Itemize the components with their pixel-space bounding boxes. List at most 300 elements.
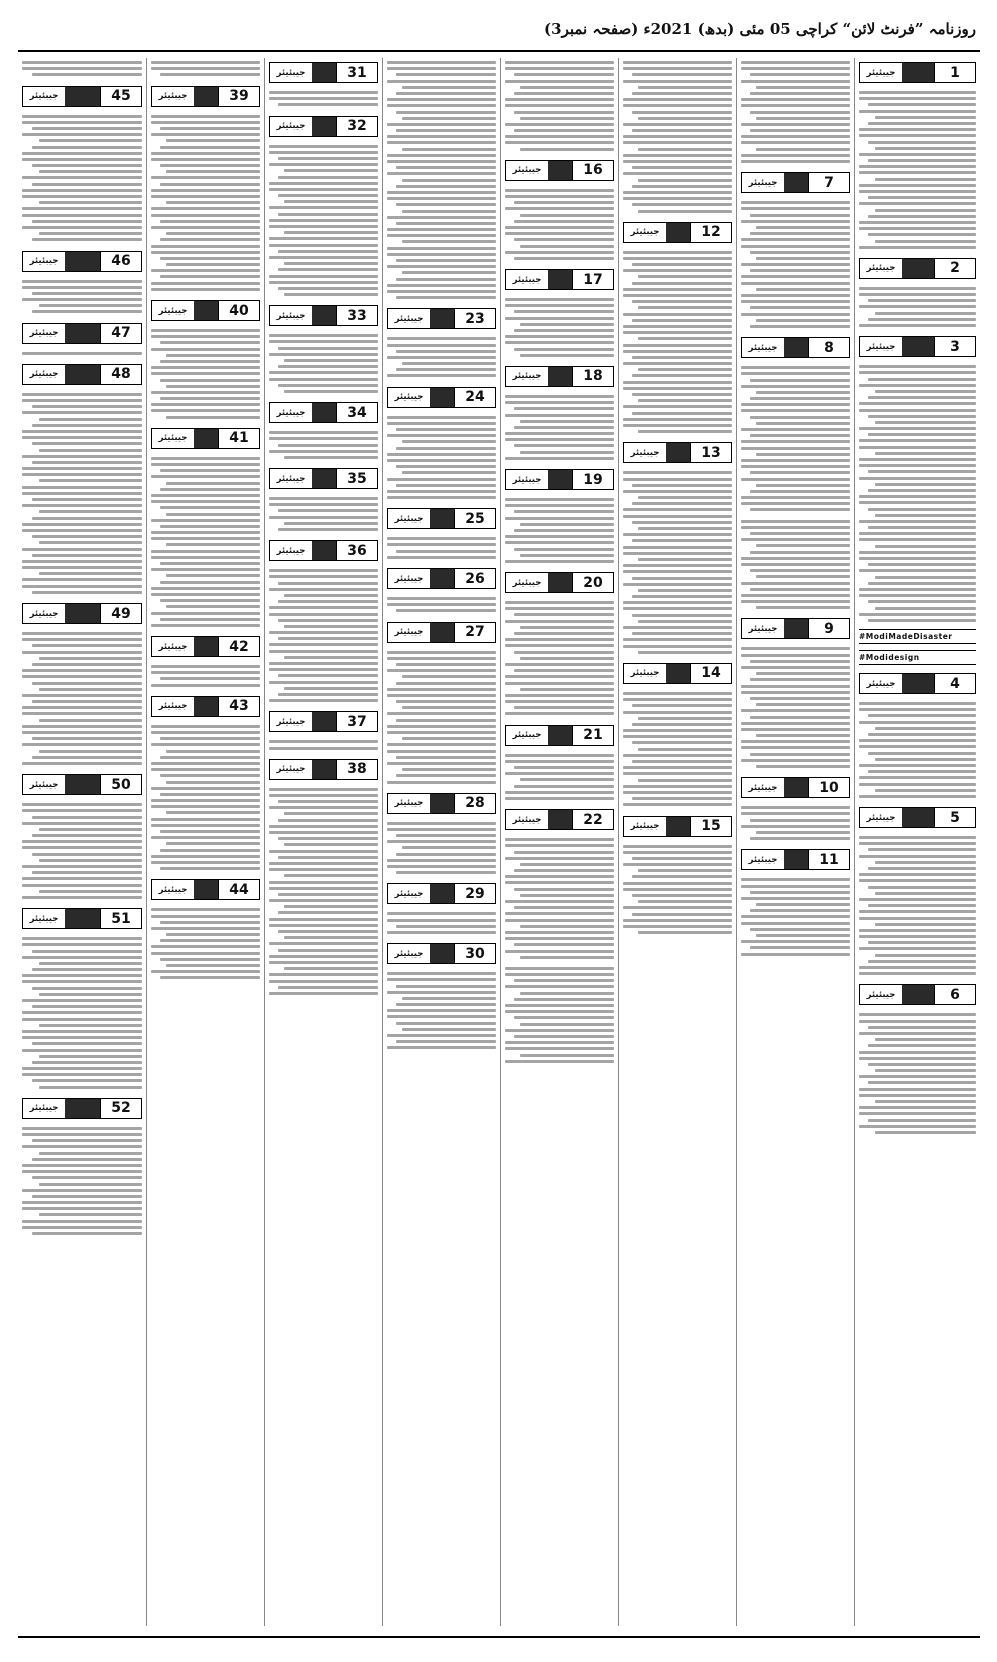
text-line xyxy=(505,335,614,338)
text-line xyxy=(151,348,260,351)
text-line xyxy=(22,974,142,977)
notice-number-badge xyxy=(151,428,260,449)
notice-number-badge xyxy=(22,774,142,795)
notice-number-badge xyxy=(505,160,614,181)
text-line xyxy=(868,215,976,218)
text-line xyxy=(741,154,850,157)
text-line xyxy=(387,154,496,157)
badge-label: جیبئیئر xyxy=(276,545,306,556)
text-line xyxy=(741,557,850,560)
text-line xyxy=(22,578,142,581)
text-line xyxy=(22,1073,142,1076)
article-text-block xyxy=(387,969,496,1052)
text-line xyxy=(39,232,142,235)
text-line xyxy=(269,992,378,995)
text-line xyxy=(402,179,496,182)
text-line xyxy=(514,613,614,616)
notice-number-badge xyxy=(859,984,976,1005)
text-line xyxy=(387,478,496,481)
text-line xyxy=(520,925,614,928)
text-line xyxy=(396,222,496,225)
badge-bar xyxy=(902,337,934,356)
notice-number-badge xyxy=(151,879,260,900)
article-text-block xyxy=(741,517,850,613)
article-text-block xyxy=(859,1010,976,1137)
badge-bar xyxy=(902,63,934,82)
text-line xyxy=(859,1088,976,1091)
text-line xyxy=(750,214,850,217)
text-line xyxy=(269,575,378,578)
badge-bar xyxy=(548,367,572,386)
text-line xyxy=(520,1054,614,1057)
text-line xyxy=(859,495,976,498)
text-line xyxy=(32,238,142,241)
text-line xyxy=(868,141,976,144)
text-line xyxy=(868,1063,976,1066)
text-line xyxy=(387,80,496,83)
text-line xyxy=(868,378,976,381)
text-line xyxy=(875,421,976,424)
notice-number-badge xyxy=(22,603,142,624)
article-text-block xyxy=(505,495,614,566)
text-line xyxy=(39,572,142,575)
article-text-block xyxy=(623,468,732,657)
notice-number: 40 xyxy=(218,301,259,320)
text-line xyxy=(505,607,614,610)
text-line xyxy=(875,147,976,150)
text-line xyxy=(151,587,260,590)
text-line xyxy=(868,867,976,870)
text-line xyxy=(396,700,496,703)
article-text-block xyxy=(387,58,496,302)
text-line xyxy=(32,1139,142,1142)
text-line xyxy=(741,709,850,712)
notice-number-badge xyxy=(387,387,496,408)
text-line xyxy=(514,129,614,132)
text-line xyxy=(160,958,260,961)
text-line xyxy=(160,379,260,382)
text-line xyxy=(868,563,976,566)
text-line xyxy=(278,819,378,822)
notice-number: 34 xyxy=(336,403,377,422)
text-line xyxy=(859,1013,976,1016)
text-line xyxy=(859,836,976,839)
text-line xyxy=(22,585,142,588)
text-line xyxy=(269,431,378,434)
text-line xyxy=(396,609,496,612)
text-line xyxy=(632,111,732,114)
badge-bar xyxy=(548,161,572,180)
text-line xyxy=(387,98,496,101)
text-line xyxy=(269,850,378,853)
text-line xyxy=(875,954,976,957)
text-line xyxy=(387,356,496,359)
text-line xyxy=(160,562,260,565)
text-line xyxy=(514,238,614,241)
text-line xyxy=(39,418,142,421)
text-line xyxy=(396,550,496,553)
text-line xyxy=(632,741,732,744)
text-line xyxy=(39,1055,142,1058)
text-line xyxy=(396,92,496,95)
text-line xyxy=(166,933,260,936)
notice-number: 36 xyxy=(336,541,377,560)
text-line xyxy=(269,188,378,191)
badge-bar xyxy=(312,760,336,779)
article-text-block xyxy=(741,58,850,166)
text-line xyxy=(505,791,614,794)
text-line xyxy=(514,257,614,260)
notice-number: 3 xyxy=(934,337,975,356)
text-line xyxy=(387,123,496,126)
text-line xyxy=(623,711,732,714)
badge-label: جیبئیئر xyxy=(512,577,542,588)
text-line xyxy=(269,145,378,148)
text-line xyxy=(151,152,260,155)
notice-number-badge xyxy=(505,469,614,490)
text-line xyxy=(859,458,976,461)
text-line xyxy=(396,447,496,450)
text-line xyxy=(39,1086,142,1089)
text-line xyxy=(505,226,614,229)
text-line xyxy=(638,148,732,151)
text-line xyxy=(22,937,142,940)
text-line xyxy=(623,888,732,891)
badge-label: جیبئیئر xyxy=(276,473,306,484)
text-line xyxy=(741,294,850,297)
text-line xyxy=(269,699,378,702)
text-line xyxy=(859,739,976,742)
text-line xyxy=(160,921,260,924)
text-line xyxy=(632,412,732,415)
text-line xyxy=(750,92,850,95)
text-line xyxy=(632,539,732,542)
text-line xyxy=(269,244,378,247)
text-line xyxy=(505,251,614,254)
text-line xyxy=(151,805,260,808)
text-line xyxy=(32,816,142,819)
text-line xyxy=(756,391,850,394)
article-text-block xyxy=(741,875,850,958)
text-line xyxy=(269,151,378,154)
text-line xyxy=(151,612,260,615)
notice-number-badge xyxy=(387,308,496,329)
badge-bar xyxy=(902,985,934,1004)
badge-label: جیبئیئر xyxy=(158,305,188,316)
text-line xyxy=(623,325,732,328)
text-line xyxy=(859,520,976,523)
notice-number-badge xyxy=(741,337,850,358)
article-text-block xyxy=(505,598,614,719)
badge-label: جیبئیئر xyxy=(394,798,424,809)
text-line xyxy=(151,195,260,198)
text-line xyxy=(505,754,614,757)
column-6 xyxy=(264,58,382,1626)
text-line xyxy=(520,992,614,995)
article-text-block xyxy=(269,142,378,300)
text-line xyxy=(166,232,260,235)
text-line xyxy=(875,923,976,926)
text-line xyxy=(623,638,732,641)
badge-label: جیبئیئر xyxy=(748,342,778,353)
text-line xyxy=(623,381,732,384)
article-text-block xyxy=(505,186,614,263)
text-line xyxy=(151,824,260,827)
text-line xyxy=(632,92,732,95)
notice-number-badge xyxy=(623,816,732,837)
text-line xyxy=(623,154,732,157)
notice-number-badge xyxy=(151,696,260,717)
text-line xyxy=(750,232,850,235)
text-line xyxy=(505,620,614,623)
text-line xyxy=(269,918,378,921)
text-line xyxy=(868,904,976,907)
badge-bar xyxy=(666,664,690,683)
text-line xyxy=(514,851,614,854)
text-line xyxy=(632,282,732,285)
notice-number: 19 xyxy=(572,470,613,489)
text-line xyxy=(756,672,850,675)
badge-label: جیبئیئر xyxy=(866,341,896,352)
text-line xyxy=(151,214,260,217)
text-line xyxy=(859,477,976,480)
text-line xyxy=(22,214,142,217)
text-line xyxy=(151,531,260,534)
text-line xyxy=(859,929,976,932)
text-line xyxy=(269,588,378,591)
badge-label: جیبئیئر xyxy=(512,274,542,285)
text-line xyxy=(396,465,496,468)
text-line xyxy=(756,544,850,547)
text-line xyxy=(166,781,260,784)
text-line xyxy=(520,894,614,897)
article-text-block xyxy=(505,835,614,962)
text-line xyxy=(741,728,850,731)
notice-number: 44 xyxy=(218,880,259,899)
text-line xyxy=(875,312,976,315)
text-line xyxy=(22,943,142,946)
text-line xyxy=(396,719,496,722)
badge-label: جیبئیئر xyxy=(158,91,188,102)
text-line xyxy=(396,278,496,281)
text-line xyxy=(151,671,260,674)
text-line xyxy=(22,158,142,161)
text-line xyxy=(278,986,378,989)
text-line xyxy=(741,825,850,828)
notice-number: 52 xyxy=(100,1099,141,1118)
text-line xyxy=(269,924,378,927)
text-line xyxy=(623,785,732,788)
text-line xyxy=(151,568,260,571)
notice-number-badge xyxy=(623,663,732,684)
text-line xyxy=(505,1010,614,1013)
notice-number-badge xyxy=(387,883,496,904)
text-line xyxy=(741,440,850,443)
text-line xyxy=(22,731,142,734)
text-line xyxy=(505,498,614,501)
text-line xyxy=(32,1042,142,1045)
text-line xyxy=(741,478,850,481)
text-line xyxy=(859,501,976,504)
text-line xyxy=(387,725,496,728)
text-line xyxy=(859,128,976,131)
text-line xyxy=(623,67,732,70)
text-line xyxy=(22,207,142,210)
badge-label: جیبئیئر xyxy=(29,913,59,924)
text-line xyxy=(741,313,850,316)
text-line xyxy=(160,976,260,979)
text-line xyxy=(396,682,496,685)
text-line xyxy=(22,1226,142,1229)
text-line xyxy=(396,853,496,856)
text-line xyxy=(875,116,976,119)
text-line xyxy=(32,1176,142,1179)
text-line xyxy=(514,979,614,982)
text-line xyxy=(868,299,976,302)
text-line xyxy=(39,1024,142,1027)
notice-number: 7 xyxy=(808,173,849,192)
text-line xyxy=(160,341,260,344)
badge-label: جیبئیئر xyxy=(394,627,424,638)
text-line xyxy=(387,828,496,831)
text-line xyxy=(32,220,142,223)
text-line xyxy=(859,409,976,412)
text-line xyxy=(387,919,496,922)
text-line xyxy=(638,779,732,782)
text-line xyxy=(741,582,850,585)
article-text-block xyxy=(859,88,976,252)
text-line xyxy=(505,900,614,903)
text-line xyxy=(32,535,142,538)
text-line xyxy=(859,91,976,94)
text-line xyxy=(505,61,614,64)
badge-bar xyxy=(548,726,572,745)
text-line xyxy=(160,774,260,777)
article-text-block xyxy=(859,284,976,330)
article-text-block xyxy=(623,689,732,810)
text-line xyxy=(32,146,142,149)
text-line xyxy=(151,762,260,765)
badge-label: جیبئیئر xyxy=(866,678,896,689)
text-line xyxy=(750,325,850,328)
badge-bar xyxy=(784,619,808,638)
text-line xyxy=(22,411,142,414)
text-line xyxy=(151,731,260,734)
badge-bar xyxy=(666,443,690,462)
badge-label: جیبئیئر xyxy=(394,888,424,899)
badge-bar xyxy=(194,429,218,448)
text-line xyxy=(396,111,496,114)
text-line xyxy=(623,766,732,769)
text-line xyxy=(632,894,732,897)
text-line xyxy=(402,117,496,120)
text-line xyxy=(160,397,260,400)
notice-number-badge xyxy=(269,62,378,83)
text-line xyxy=(623,564,732,567)
badge-label: جیبئیئر xyxy=(276,716,306,727)
text-line xyxy=(32,1079,142,1082)
text-line xyxy=(741,61,850,64)
text-line xyxy=(741,885,850,888)
text-line xyxy=(514,529,614,532)
text-line xyxy=(741,80,850,83)
text-line xyxy=(387,67,496,70)
text-line xyxy=(22,712,142,715)
text-line xyxy=(859,427,976,430)
text-line xyxy=(387,859,496,862)
text-line xyxy=(638,620,732,623)
text-line xyxy=(638,368,732,371)
text-line xyxy=(160,867,260,870)
text-line xyxy=(750,471,850,474)
text-line xyxy=(151,207,260,210)
text-line xyxy=(750,434,850,437)
text-line xyxy=(151,799,260,802)
text-line xyxy=(505,317,614,320)
badge-label: جیبئیئر xyxy=(394,392,424,403)
text-line xyxy=(514,906,614,909)
text-line xyxy=(859,879,976,882)
text-line xyxy=(278,674,378,677)
text-line xyxy=(741,459,850,462)
notice-number-badge xyxy=(22,1098,142,1119)
text-line xyxy=(39,304,142,307)
text-line xyxy=(387,247,496,250)
text-line xyxy=(514,869,614,872)
text-line xyxy=(22,1201,142,1204)
notice-number-badge xyxy=(859,673,976,694)
text-line xyxy=(32,1005,142,1008)
text-line xyxy=(402,768,496,771)
text-line xyxy=(868,582,976,585)
notice-number-badge xyxy=(623,442,732,463)
text-line xyxy=(22,152,142,155)
text-line xyxy=(22,566,142,569)
text-line xyxy=(623,104,732,107)
hashtag-2: #Modidesign xyxy=(859,650,976,665)
text-line xyxy=(868,886,976,889)
text-line xyxy=(520,117,614,120)
text-line xyxy=(750,716,850,719)
text-line xyxy=(22,504,142,507)
text-line xyxy=(22,725,142,728)
text-line xyxy=(284,687,378,690)
text-line xyxy=(39,750,142,753)
text-line xyxy=(623,692,732,695)
text-line xyxy=(32,310,142,313)
text-line xyxy=(284,522,378,525)
text-line xyxy=(278,528,378,531)
text-line xyxy=(623,135,732,138)
text-line xyxy=(741,67,850,70)
text-line xyxy=(741,366,850,369)
badge-label: جیبئیئر xyxy=(748,782,778,793)
text-line xyxy=(151,624,260,627)
text-line xyxy=(269,980,378,983)
text-line xyxy=(505,438,614,441)
text-line xyxy=(859,1112,976,1115)
text-line xyxy=(859,1075,976,1078)
text-line xyxy=(269,219,378,222)
text-line xyxy=(387,197,496,200)
text-line xyxy=(269,643,378,646)
text-line xyxy=(22,1049,142,1052)
text-line xyxy=(269,662,378,665)
notice-number: 16 xyxy=(572,161,613,180)
text-line xyxy=(22,956,142,959)
notice-number-badge xyxy=(387,943,496,964)
text-line xyxy=(623,123,732,126)
